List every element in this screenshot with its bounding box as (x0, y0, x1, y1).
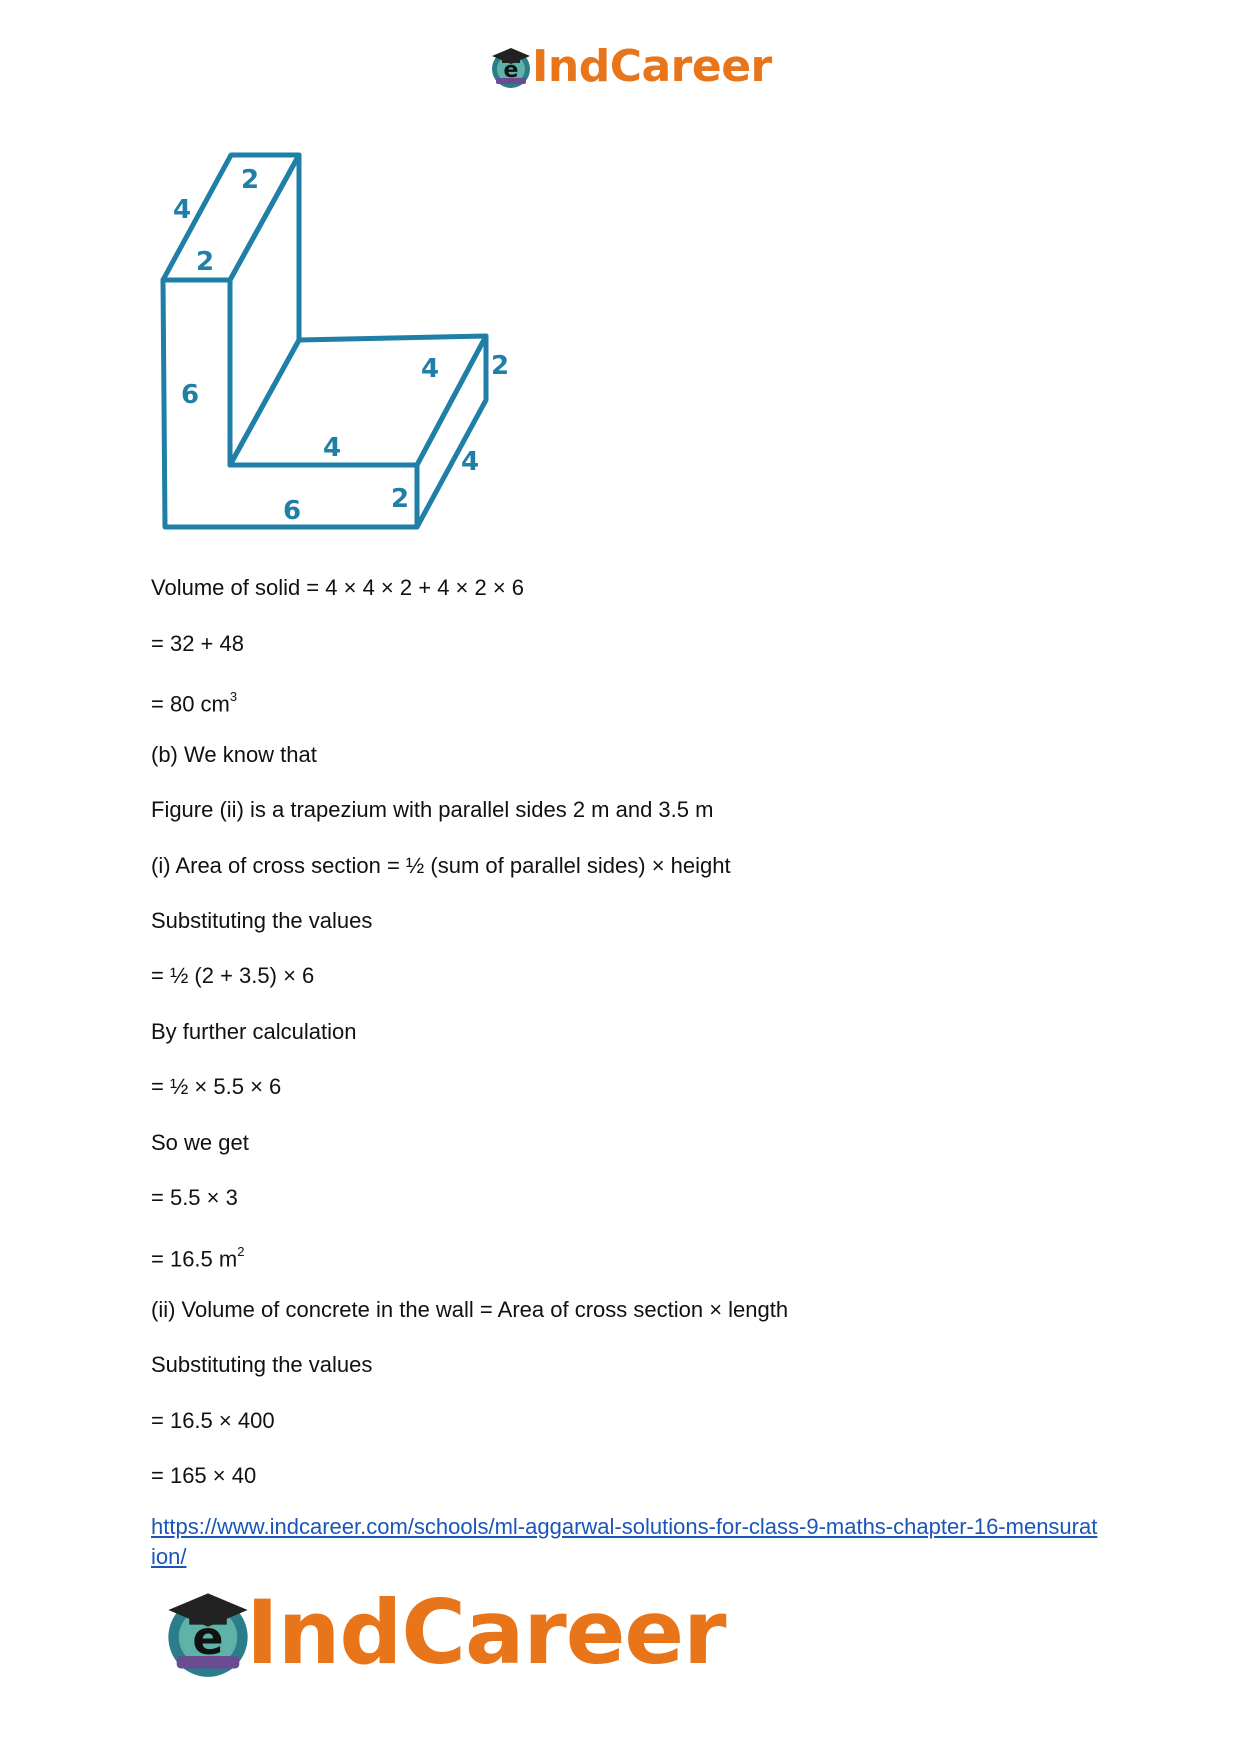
l-shaped-solid-figure (150, 140, 530, 540)
text-line: (i) Area of cross section = ½ (sum of parallel sides) × height (151, 853, 731, 878)
text-line: By further calculation (151, 1019, 357, 1044)
footer-logo-text: IndCareer (246, 1581, 726, 1684)
text-line: = 16.5 × 400 (151, 1408, 275, 1433)
label-left-height: 6 (180, 380, 200, 410)
graduation-globe-icon (160, 1585, 256, 1681)
text-line: = ½ (2 + 3.5) × 6 (151, 963, 315, 988)
text-line: Figure (ii) is a trapezium with parallel sides 2 m and 3.5 m (151, 797, 714, 822)
text-line: Substituting the values (151, 1352, 373, 1377)
text-line-with-superscript (151, 1240, 244, 1273)
label-top-front-width: 2 (195, 247, 215, 277)
label-top-back-width: 2 (240, 165, 260, 195)
label-right-top-height: 2 (490, 351, 510, 381)
svg-text:e: e (192, 1610, 224, 1665)
text-line: Volume of solid = 4 × 4 × 2 + 4 × 2 × 6 (151, 575, 525, 600)
base-top-face (230, 336, 486, 465)
svg-text:e: e (503, 58, 519, 83)
label-inner-bottom: 4 (322, 433, 342, 463)
label-top-slant: 4 (172, 195, 192, 225)
text-line-with-superscript (151, 685, 237, 718)
source-link[interactable]: https://www.indcareer.com/schools/ml-aggarwal-solutions-for-class-9-maths-chapter-16-mensuration/ (151, 1514, 1098, 1569)
text-line: (ii) Volume of concrete in the wall = Area of cross section × length (151, 1297, 789, 1322)
front-face (163, 280, 417, 527)
text-line-body: = 16.5 m (151, 1246, 238, 1272)
superscript-2: 2 (237, 1244, 245, 1259)
text-line: = 165 × 40 (151, 1463, 257, 1488)
header-logo-text: IndCareer (532, 41, 772, 92)
text-line: So we get (151, 1130, 249, 1155)
text-line: = ½ × 5.5 × 6 (151, 1074, 282, 1099)
superscript-3: 3 (229, 689, 238, 704)
label-front-height: 2 (390, 484, 410, 514)
text-line: (b) We know that (151, 742, 317, 767)
footer-logo (160, 1581, 726, 1684)
text-line: = 5.5 × 3 (151, 1185, 238, 1210)
label-bottom-length: 6 (282, 496, 302, 526)
upright-side-face (230, 155, 299, 465)
header-logo (488, 41, 772, 92)
text-line: = 32 + 48 (151, 631, 244, 656)
text-line: Substituting the values (151, 908, 373, 933)
label-right-slant: 4 (460, 447, 480, 477)
label-inner-depth: 4 (420, 354, 440, 384)
l-shaped-solid-diagram (150, 140, 530, 540)
text-line-body: = 80 cm (151, 691, 230, 717)
graduation-globe-icon (488, 44, 534, 90)
